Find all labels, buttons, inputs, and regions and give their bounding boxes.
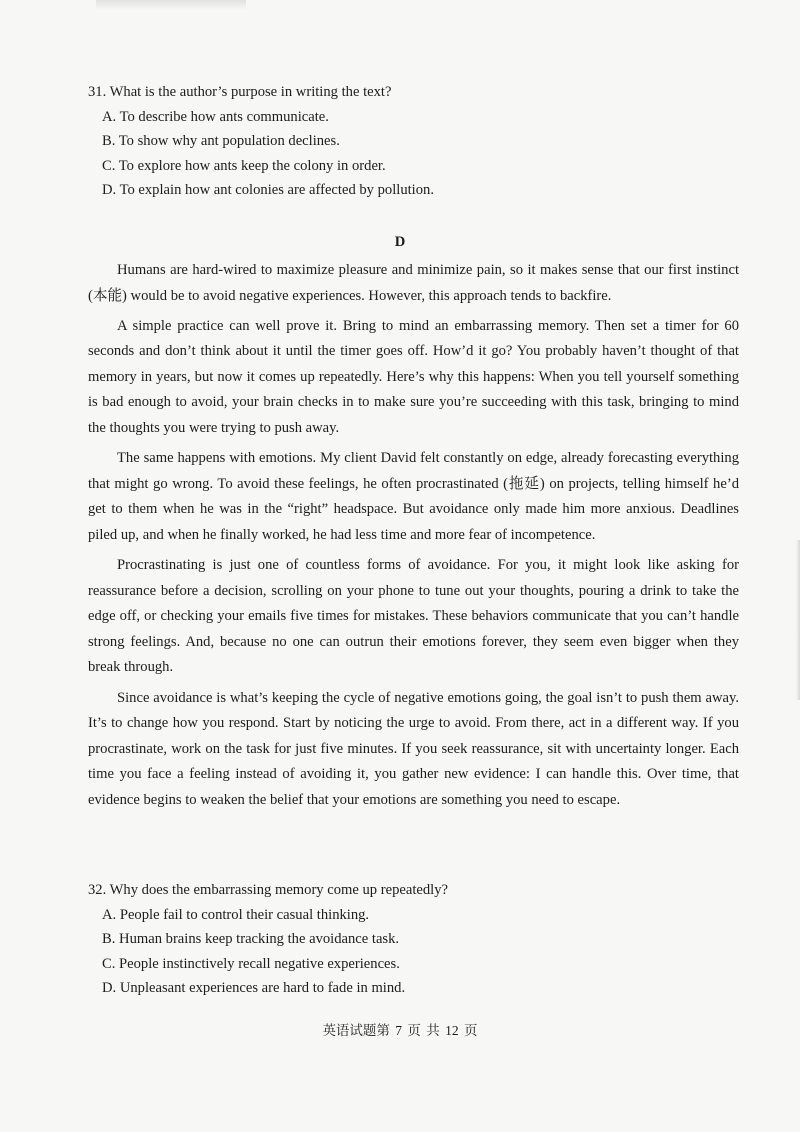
passage-d (88, 258, 739, 818)
passage-paragraph-2: A simple practice can well prove it. Bring to mind an embarrassing memory. Then set a timer for 60 seconds and don’t think about it until the timer goes off. How’d it go? You probably haven’t thought of that memory in years, but now it comes up repeatedly. Here’s why this happens: When you tell yourself something is bad enough to avoid, your brain checks in to make sure you’re succeeding with this task, bringing to mind the thoughts you were trying to push away. (88, 317, 739, 437)
question-32-option-b: B. Human brains keep tracking the avoidance task. (102, 931, 400, 947)
page-footer: 英语试题第 7 页 共 12 页 (322, 1023, 478, 1038)
question-31 (88, 82, 748, 205)
question-32-option-d: D. Unpleasant experiences are hard to fade in mind. (102, 980, 406, 996)
question-31-option-c: C. To explore how ants keep the colony in order. (102, 157, 386, 174)
question-31-option-a: A. To describe how ants communicate. (102, 108, 329, 125)
question-31-option-b: B. To show why ant population declines. (102, 133, 340, 149)
passage-paragraph-4: Procrastinating is just one of countless forms of avoidance. For you, it might look like asking for reassurance before a decision, scrolling on your phone to tune out your thoughts, pouring a drink to take the edge off, or checking your emails five times for mistakes. These behaviors communicate that you can’t handle strong feelings. And, because no one can outrun their emotions forever, they seem even bigger when they break through. (88, 557, 739, 676)
question-32-option-c: C. People instinctively recall negative experiences. (102, 955, 400, 972)
passage-paragraph-5: Since avoidance is what’s keeping the cycle of negative emotions going, the goal isn’t to push them away. It’s to change how you respond. Start by noticing the urge to avoid. From there, act in a different way. If you procrastinate, work on the task for just five minutes. If you seek reassurance, sit with uncertainty longer. Each time you face a feeling instead of avoiding it, you gather new evidence: I can handle this. Over time, that evidence begins to weaken the belief that your emotions are something you need to escape. (88, 689, 739, 808)
question-31-option-d: D. To explain how ant colonies are affected by pollution. (102, 182, 434, 198)
question-31-stem: 31. What is the author’s purpose in writing the text? (88, 84, 392, 100)
section-title-d: D (394, 234, 406, 250)
scan-smudge (96, 0, 246, 10)
question-32-option-a: A. People fail to control their casual thinking. (102, 906, 370, 923)
question-32-stem: 32. Why does the embarrassing memory come up repeatedly? (88, 882, 448, 898)
scan-edge-shadow (796, 540, 800, 700)
passage-paragraph-1: Humans are hard-wired to maximize pleasure and minimize pain, so it makes sense that our first instinct (本能) would be to avoid negative experiences. However, this approach tends to backfire. (88, 262, 739, 304)
question-32 (88, 880, 748, 1003)
passage-paragraph-3: The same happens with emotions. My client David felt constantly on edge, already forecasting everything that might go wrong. To avoid these feelings, he often procrastinated (拖延) on projects, telling himself he’d get to them when he was in the “right” headspace. But avoidance only made him more anxious. Deadlines piled up, and when he finally worked, he had less time and more fear of incompetence. (88, 450, 739, 543)
